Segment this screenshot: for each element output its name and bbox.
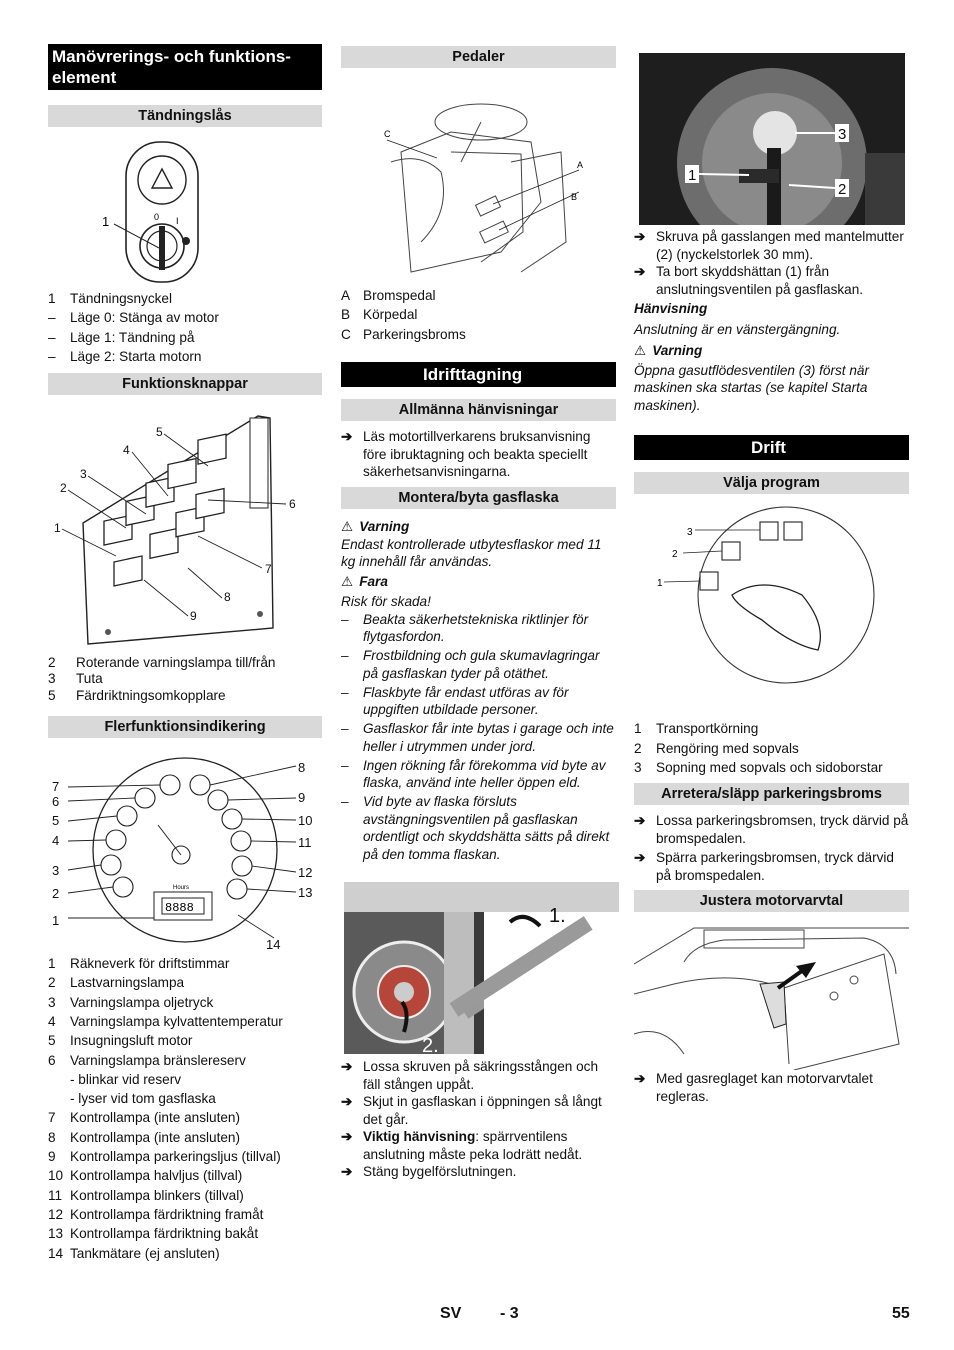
subheading-function-buttons: Funktionsknappar — [48, 373, 322, 395]
legend-number: 5 — [48, 687, 56, 703]
legend-item — [48, 1244, 322, 1263]
subheading-select-program: Välja program — [634, 472, 909, 494]
legend-text: Varningslampa bränslereserv — [70, 1052, 246, 1068]
column-3 — [634, 0, 909, 1104]
section-title-operation: Drift — [634, 435, 909, 460]
legend-item — [48, 328, 322, 347]
svg-text:0: 0 — [154, 212, 160, 222]
callout-label: B — [571, 192, 578, 202]
column-2 — [341, 0, 616, 1179]
callout-label: 5 — [156, 425, 163, 439]
legend-item — [48, 347, 322, 366]
footer-page-number: 55 — [892, 1305, 910, 1322]
legend-text: Färdriktningsomkopplare — [76, 687, 226, 703]
legend-text: Lastvarningslampa — [70, 975, 185, 991]
subheading-multifunction-display: Flerfunktionsindikering — [48, 716, 322, 738]
callout-label: C — [384, 129, 391, 139]
legend-text: Kontrollampa parkeringsljus (tillval) — [70, 1149, 281, 1164]
legend-number: A — [341, 288, 351, 303]
legend-number: – — [48, 349, 56, 365]
legend-number: 13 — [48, 1226, 64, 1242]
legend-item — [634, 758, 909, 777]
callout-label: 5 — [52, 813, 60, 828]
legend-text: Insugningsluft motor — [70, 1033, 193, 1049]
subheading-general-notes: Allmänna hänvisningar — [341, 399, 616, 421]
legend-text: Kontrollampa halvljus (tillval) — [70, 1168, 243, 1184]
parking-brake-steps: ➔ Lossa parkeringsbromsen, tryck därvid på bromspedalen. ➔ Spärra parkeringsbromsen, tryck därvid på bromspedalen. — [634, 812, 909, 884]
ignition-callout: 1 — [102, 214, 110, 229]
legend-text: Varningslampa oljetryck — [70, 994, 214, 1010]
danger-item: – Flaskbyte får endast utföras av för uppgiften utbildade personer. — [341, 684, 616, 719]
gas-warnings: ⚠ Varning Endast kontrollerade utbytesflaskor med 11 kg innehåll får användas. ⚠ Fara Risk för skada! – Beakta säkerhetstekniska riktlinjer för flytgasfordon. – Frostbildning och gula skumavlagringar på gasflaskan tyder på otäthet. – Flaskbyte får endast utföras av för uppgiften utbildade personer. – Gasflaskor får inte bytas i garage och inte heller i utrymmen under jord. – Ingen rökning får förekomma vid byte av flaska, använd inte heller öppen eld. – Vid byte av flaska försluts avstängningsventilen på gasflaskan ordentligt och skyddshätta sätts på direkt på den tomma flaskan. — [341, 518, 616, 865]
legend-text: Transportkörning — [656, 721, 759, 736]
legend-number: 5 — [48, 1033, 56, 1049]
callout-label: 12 — [298, 865, 313, 880]
engine-speed-step: ➔ Med gasreglaget kan motorvarvtalet regleras. — [634, 1070, 909, 1105]
legend-item — [48, 289, 322, 308]
danger-item: – Ingen rökning får förekomma vid byte av flaska, använd inte heller öppen eld. — [341, 757, 616, 792]
section-title-controls: Manövrerings- och funktions-element — [48, 44, 322, 90]
legend-item — [48, 954, 322, 973]
hours-label: Hours — [173, 885, 190, 891]
callout-label: 2 — [60, 481, 67, 495]
gas-bottle-steps: ➔ Lossa skruven på säkringsstången och fäll stången uppåt. ➔ Skjut in gasflaskan i öppningen så långt det går. ➔ Viktig hänvisning: spärrventilens anslutning måste peka lodrätt nedåt. ➔ Stäng bygelförslutningen. — [341, 1058, 616, 1181]
pedals-figure — [381, 92, 601, 284]
callout-label: 3 — [80, 467, 87, 481]
legend-item — [48, 1108, 322, 1127]
legend-item — [48, 1070, 322, 1089]
legend-text: Körpedal — [363, 307, 418, 323]
callout-label: 6 — [289, 497, 296, 511]
legend-item — [48, 1147, 322, 1166]
callout-label: 11 — [298, 835, 312, 850]
legend-item — [48, 1051, 322, 1070]
subheading-gas-bottle: Montera/byta gasflaska — [341, 487, 616, 509]
legend-number: 12 — [48, 1206, 64, 1222]
legend-text: Parkeringsbroms — [363, 326, 466, 342]
legend-number: 2 — [48, 975, 56, 991]
legend-number: 1 — [48, 956, 56, 971]
legend-text: Kontrollampa blinkers (tillval) — [70, 1187, 244, 1203]
hours-counter: 8888 — [165, 901, 194, 915]
legend-number: C — [341, 326, 351, 342]
callout-label: 4 — [52, 833, 60, 848]
legend-number: 2 — [48, 655, 56, 670]
callout-label: 2 — [52, 886, 60, 901]
warning-icon: ⚠ — [341, 519, 354, 534]
legend-text: Kontrollampa färdriktning framåt — [70, 1206, 264, 1222]
legend-text: Läge 1: Tändning på — [70, 329, 195, 345]
legend-text: - lyser vid tom gasflaska — [70, 1091, 216, 1107]
callout-label: 1 — [54, 521, 61, 535]
callout-label: 9 — [190, 609, 197, 623]
footer-subpage: - 3 — [500, 1305, 519, 1322]
legend-item — [341, 305, 616, 324]
gas-connection-steps: ➔ Skruva på gasslangen med mantelmutter (2) (nyckelstorlek 30 mm). ➔ Ta bort skyddshättan (1) från anslutningsventilen på gasflaskan. Hänvisning Anslutning är en vänstergängning. ⚠ Varning Öppna gasutflödesventilen (3) först när maskinen ska startas (se kapitel Starta maskinen). — [634, 228, 909, 414]
legend-number: 4 — [48, 1013, 56, 1029]
legend-number: 7 — [48, 1110, 56, 1126]
subheading-pedals: Pedaler — [341, 46, 616, 68]
general-notes-text: ➔ Läs motortillverkarens bruksanvisning före ibruktagning och beakta speciellt säkerhetsanvisningarna. — [341, 428, 616, 481]
svg-text:I: I — [176, 216, 179, 226]
legend-item — [48, 973, 322, 992]
legend-number: 9 — [48, 1149, 56, 1164]
legend-item — [48, 1031, 322, 1050]
throttle-figure — [634, 924, 909, 1070]
subheading-engine-speed: Justera motorvarvtal — [634, 890, 909, 912]
legend-number: 1 — [48, 291, 56, 306]
ignition-lock-figure — [98, 138, 258, 288]
danger-item: – Beakta säkerhetstekniska riktlinjer för flytgasfordon. — [341, 611, 616, 646]
legend-text: Läge 0: Stänga av motor — [70, 310, 219, 326]
gas-connection-photo — [639, 53, 905, 225]
legend-item — [634, 719, 909, 738]
legend-item — [48, 1224, 322, 1243]
legend-item — [48, 308, 322, 327]
callout-label: 10 — [298, 813, 313, 828]
legend-text: - blinkar vid reserv — [70, 1071, 182, 1087]
legend-item — [48, 993, 322, 1012]
step-label: 2. — [422, 1035, 439, 1054]
legend-number: 6 — [48, 1052, 56, 1068]
warning-icon: ⚠ — [634, 343, 647, 358]
callout-label: 2 — [672, 549, 678, 560]
callout-label: 7 — [52, 779, 60, 794]
legend-item — [48, 1089, 322, 1108]
danger-item: – Frostbildning och gula skumavlagringar på gasflaskan tyder på otäthet. — [341, 647, 616, 682]
legend-number: 3 — [48, 671, 56, 687]
legend-text: Tuta — [76, 671, 103, 687]
legend-text: Räkneverk för driftstimmar — [70, 956, 230, 971]
legend-text: Bromspedal — [363, 288, 436, 303]
legend-item — [48, 1205, 322, 1224]
legend-number: B — [341, 307, 351, 323]
callout-label: 14 — [266, 937, 281, 952]
legend-text: Kontrollampa färdriktning bakåt — [70, 1226, 259, 1242]
legend-text: Roterande varningslampa till/från — [76, 655, 276, 670]
callout-label: 1 — [52, 913, 60, 928]
callout-label: 7 — [265, 562, 272, 576]
legend-number: 3 — [48, 994, 56, 1010]
footer-language: SV — [440, 1305, 462, 1322]
subheading-ignition: Tändningslås — [48, 105, 322, 127]
multifunction-display-figure — [48, 755, 322, 955]
legend-text: Läge 2: Starta motorn — [70, 349, 202, 365]
callout-label: 8 — [224, 590, 231, 604]
danger-item: – Gasflaskor får inte bytas i garage och inte heller i utrymmen under jord. — [341, 720, 616, 755]
legend-number: 3 — [634, 760, 642, 776]
subheading-parking-brake: Arretera/släpp parkeringsbroms — [634, 783, 909, 805]
callout-label: 1 — [657, 578, 663, 589]
callout-label: 2 — [838, 181, 847, 198]
callout-label: 3 — [838, 126, 847, 143]
callout-label: 6 — [52, 794, 60, 809]
callout-label: 1 — [688, 167, 697, 184]
legend-number: 1 — [634, 721, 642, 736]
legend-item — [48, 686, 322, 705]
callout-label: A — [577, 160, 584, 170]
legend-text: Kontrollampa (inte ansluten) — [70, 1129, 241, 1145]
legend-item — [341, 286, 616, 305]
callout-label: 9 — [298, 790, 306, 805]
danger-item: – Vid byte av flaska försluts avstängningsventilen på gasflaskan ordentligt och skyddshätta sätts på direkt på den tomma flaskan. — [341, 793, 616, 863]
legend-number: – — [48, 329, 56, 345]
legend-text: Tankmätare (ej ansluten) — [70, 1245, 220, 1261]
callout-label: 8 — [298, 760, 306, 775]
legend-number: 2 — [634, 740, 642, 756]
legend-text: Sopning med sopvals och sidoborstar — [656, 760, 883, 776]
legend-text: Tändningsnyckel — [70, 291, 173, 306]
legend-number: 8 — [48, 1129, 56, 1145]
section-title-commissioning: Idrifttagning — [341, 362, 616, 387]
legend-text: Rengöring med sopvals — [656, 740, 799, 756]
legend-item — [634, 739, 909, 758]
legend-number: 14 — [48, 1245, 64, 1261]
callout-label: 3 — [52, 863, 60, 878]
legend-number: – — [48, 310, 56, 326]
legend-text: Kontrollampa (inte ansluten) — [70, 1110, 241, 1126]
legend-item — [341, 325, 616, 344]
legend-item — [48, 1186, 322, 1205]
callout-label: 13 — [298, 885, 313, 900]
program-selector-figure — [652, 505, 892, 687]
danger-list — [341, 611, 616, 864]
legend-item — [48, 1128, 322, 1147]
callout-label: 4 — [123, 443, 130, 457]
gas-bottle-photo — [344, 882, 619, 1054]
legend-text: Varningslampa kylvattentemperatur — [70, 1013, 283, 1029]
function-buttons-figure — [48, 408, 322, 648]
legend-item — [48, 1166, 322, 1185]
step-label: 1. — [549, 905, 566, 927]
legend-item — [48, 1012, 322, 1031]
legend-number: 10 — [48, 1168, 64, 1184]
legend-number: 11 — [48, 1187, 63, 1203]
callout-label: 3 — [687, 527, 693, 538]
danger-icon: ⚠ — [341, 573, 354, 589]
